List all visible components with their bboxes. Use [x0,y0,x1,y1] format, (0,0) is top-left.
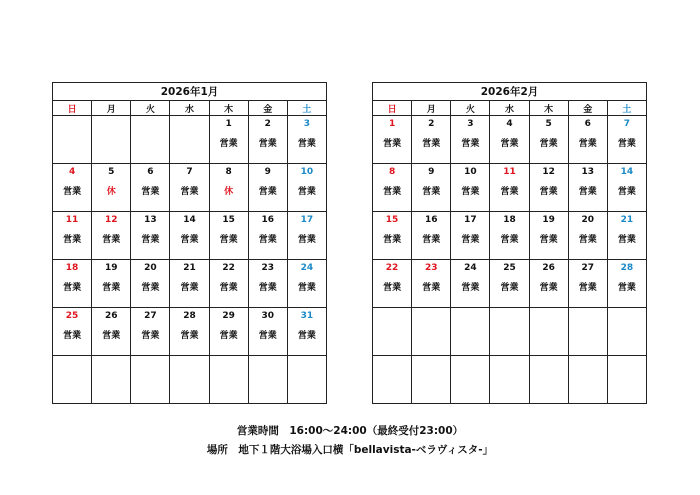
week-row [53,212,327,260]
day-cell [287,308,326,356]
day-cell [451,212,490,260]
open-status: 営業 [297,187,316,197]
open-status: 営業 [297,235,316,245]
day-number: 22 [385,263,399,273]
weekday-label: 月 [412,101,451,116]
open-status: 営業 [219,235,238,245]
day-cell [209,212,248,260]
closed-status: 休 [224,187,234,197]
day-number: 10 [464,167,477,177]
day-number: 9 [428,167,435,177]
open-status: 営業 [180,331,199,341]
day-cell [451,308,490,356]
open-status: 営業 [219,139,238,149]
open-status: 営業 [383,139,402,149]
open-status: 営業 [63,283,82,293]
day-number: 20 [144,263,157,273]
day-number: 17 [300,215,314,225]
open-status: 営業 [617,283,636,293]
calendar-january [52,82,327,404]
day-cell [490,116,529,164]
open-status: 営業 [141,283,160,293]
weekday-header-row [373,101,647,116]
weekday-label: 日 [373,101,412,116]
open-status: 営業 [219,283,238,293]
open-status: 営業 [539,139,558,149]
day-cell [92,308,131,356]
day-number: 23 [424,263,438,273]
day-cell [131,260,170,308]
open-status: 営業 [383,187,402,197]
day-cell [568,116,607,164]
week-row [373,116,647,164]
weekday-label: 土 [607,101,646,116]
open-status: 営業 [578,235,597,245]
day-cell [287,260,326,308]
day-number: 22 [222,263,235,273]
day-cell [170,212,209,260]
weekday-header-row [53,101,327,116]
open-status: 営業 [500,187,519,197]
open-status: 営業 [383,235,402,245]
open-status: 営業 [180,187,199,197]
day-cell [170,164,209,212]
open-status: 営業 [63,235,82,245]
day-number: 30 [261,311,275,321]
day-number: 13 [144,215,157,225]
open-status: 営業 [141,235,160,245]
day-number: 5 [545,119,552,129]
day-cell [568,164,607,212]
day-cell [53,164,92,212]
day-cell [568,308,607,356]
open-status: 営業 [258,331,277,341]
day-number: 16 [424,215,438,225]
day-cell [451,356,490,404]
open-status: 営業 [500,235,519,245]
day-number: 26 [542,263,555,273]
day-number: 24 [300,263,314,273]
day-cell [53,260,92,308]
day-cell [287,356,326,404]
day-cell [131,164,170,212]
day-cell [373,116,412,164]
day-cell [529,164,568,212]
open-status: 営業 [422,235,441,245]
day-cell [607,308,646,356]
day-cell [248,356,287,404]
day-cell [607,356,646,404]
location-info: 場所 地下１階大浴場入口横「bellavista-ベラヴィスタ-」 [206,444,494,456]
day-cell [209,356,248,404]
open-status: 営業 [297,139,316,149]
day-cell [568,212,607,260]
day-cell [373,164,412,212]
day-number: 27 [581,263,595,273]
open-status: 営業 [63,331,82,341]
open-status: 営業 [297,331,316,341]
day-cell [490,164,529,212]
day-cell [607,212,646,260]
day-cell [53,212,92,260]
month-title: 2026年1月 [53,83,327,101]
day-number: 2 [264,119,271,129]
day-cell [92,164,131,212]
day-number: 19 [104,263,118,273]
open-status: 営業 [383,283,402,293]
day-cell [287,212,326,260]
day-cell [248,164,287,212]
day-number: 21 [183,263,196,273]
day-number: 15 [222,215,235,225]
week-row [53,260,327,308]
day-cell [451,164,490,212]
day-cell [53,116,92,164]
day-cell [209,164,248,212]
day-cell [92,116,131,164]
day-cell [607,260,646,308]
day-cell [490,260,529,308]
open-status: 営業 [297,283,316,293]
day-cell [412,308,451,356]
day-number: 1 [225,119,232,129]
open-status: 営業 [258,235,277,245]
day-number: 8 [225,167,232,177]
day-number: 26 [104,311,118,321]
day-number: 21 [620,215,634,225]
day-cell [170,260,209,308]
day-cell [131,116,170,164]
day-cell [412,116,451,164]
day-number: 3 [303,119,311,129]
week-row [373,356,647,404]
day-number: 11 [503,167,516,177]
open-status: 営業 [422,283,441,293]
day-cell [373,356,412,404]
day-cell [131,356,170,404]
day-number: 14 [183,215,196,225]
day-number: 5 [108,167,115,177]
day-cell [412,260,451,308]
open-status: 営業 [422,187,441,197]
day-cell [287,164,326,212]
day-cell [451,116,490,164]
day-cell [248,260,287,308]
weekday-label: 水 [170,101,209,116]
day-number: 6 [147,167,154,177]
weekday-label: 木 [529,101,568,116]
open-status: 営業 [500,139,519,149]
open-status: 営業 [180,283,199,293]
open-status: 営業 [578,283,597,293]
open-status: 営業 [63,187,82,197]
day-number: 19 [542,215,555,225]
day-cell [412,212,451,260]
weekday-label: 金 [248,101,287,116]
week-row [373,260,647,308]
open-status: 営業 [461,187,480,197]
day-number: 27 [144,311,157,321]
day-number: 28 [620,263,634,273]
open-status: 営業 [102,283,121,293]
calendar-february [372,82,647,404]
open-status: 営業 [539,283,558,293]
day-cell [529,116,568,164]
day-number: 2 [428,119,435,129]
day-number: 10 [300,167,314,177]
day-number: 14 [620,167,634,177]
day-cell [607,116,646,164]
open-status: 営業 [578,187,597,197]
day-number: 18 [503,215,516,225]
day-cell [92,356,131,404]
week-row [373,164,647,212]
day-number: 8 [388,167,396,177]
week-row [373,308,647,356]
open-status: 営業 [461,283,480,293]
day-number: 18 [65,263,79,273]
open-status: 営業 [461,235,480,245]
open-status: 営業 [617,187,636,197]
day-number: 7 [186,167,193,177]
day-cell [92,260,131,308]
open-status: 営業 [141,187,160,197]
day-cell [131,308,170,356]
week-row [373,212,647,260]
day-cell [568,260,607,308]
weekday-label: 土 [287,101,326,116]
day-cell [170,116,209,164]
open-status: 営業 [180,235,199,245]
day-cell [373,260,412,308]
day-cell [568,356,607,404]
day-cell [53,308,92,356]
day-number: 11 [65,215,79,225]
day-cell [248,116,287,164]
day-cell [209,260,248,308]
day-cell [209,308,248,356]
day-cell [451,260,490,308]
day-number: 13 [581,167,595,177]
day-number: 25 [65,311,79,321]
day-number: 29 [222,311,235,321]
day-cell [529,356,568,404]
day-number: 3 [467,119,474,129]
day-number: 31 [300,311,314,321]
weekday-label: 月 [92,101,131,116]
day-cell [529,308,568,356]
day-number: 23 [261,263,275,273]
day-number: 9 [264,167,271,177]
day-cell [412,356,451,404]
day-cell [248,308,287,356]
open-status: 営業 [422,139,441,149]
weekday-label: 日 [53,101,92,116]
day-cell [53,356,92,404]
day-cell [490,212,529,260]
day-cell [131,212,170,260]
day-cell [529,212,568,260]
open-status: 営業 [258,139,277,149]
day-number: 7 [623,119,631,129]
weekday-label: 水 [490,101,529,116]
day-number: 24 [464,263,477,273]
closed-status: 休 [106,187,116,197]
day-number: 16 [261,215,275,225]
week-row [53,164,327,212]
open-status: 営業 [617,139,636,149]
day-cell [412,164,451,212]
open-status: 営業 [102,235,121,245]
weekday-label: 金 [568,101,607,116]
day-number: 15 [385,215,399,225]
day-number: 1 [388,119,396,129]
business-hours: 営業時間 16:00～24:00（最終受付23:00） [236,425,464,437]
day-cell [373,308,412,356]
day-cell [170,356,209,404]
day-number: 12 [542,167,555,177]
day-number: 4 [68,167,76,177]
day-cell [490,308,529,356]
day-cell [248,212,287,260]
open-status: 営業 [258,187,277,197]
weekday-label: 火 [451,101,490,116]
day-number: 4 [506,119,513,129]
open-status: 営業 [578,139,597,149]
day-cell [170,308,209,356]
weekday-label: 木 [209,101,248,116]
week-row [53,356,327,404]
day-cell [92,212,131,260]
day-number: 28 [183,311,196,321]
week-row [53,308,327,356]
month-title: 2026年2月 [373,83,647,101]
weekday-label: 火 [131,101,170,116]
open-status: 営業 [500,283,519,293]
open-status: 営業 [102,331,121,341]
open-status: 営業 [539,187,558,197]
day-cell [209,116,248,164]
day-cell [607,164,646,212]
open-status: 営業 [461,139,480,149]
day-number: 17 [464,215,477,225]
day-number: 25 [503,263,516,273]
day-cell [490,356,529,404]
day-cell [373,212,412,260]
day-number: 20 [581,215,595,225]
day-cell [287,116,326,164]
day-number: 12 [104,215,118,225]
day-number: 6 [584,119,591,129]
open-status: 営業 [258,283,277,293]
open-status: 営業 [539,235,558,245]
open-status: 営業 [219,331,238,341]
open-status: 営業 [141,331,160,341]
week-row [53,116,327,164]
day-cell [529,260,568,308]
open-status: 営業 [617,235,636,245]
